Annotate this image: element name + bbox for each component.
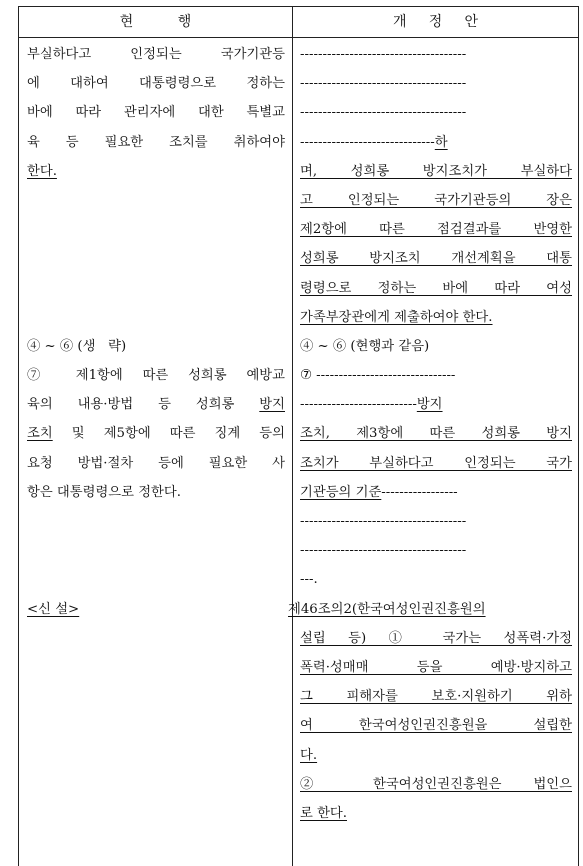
underlined-text: 며, 성희롱 방지조치가 부실하다 (300, 163, 572, 179)
underlined-text: 조치 (27, 426, 53, 442)
current-line: 바에 따라 관리자에 대한 특별교 (27, 105, 285, 121)
amendment-line (300, 215, 572, 244)
amendment-line (300, 741, 572, 770)
current-line (27, 390, 285, 419)
dash-line: ------------------------------------- (300, 105, 467, 121)
current-line (27, 157, 285, 186)
dash-run: ----------------- (381, 484, 458, 500)
amendment-item-4-6: ④ ~ ⑥ (현행과 같음) (300, 338, 430, 354)
header-current: 현 행 (119, 14, 192, 30)
amendment-line (300, 390, 572, 419)
amendment-line (300, 711, 572, 740)
underlined-text: 조치가 부실하다고 인정되는 국가 (300, 455, 572, 471)
current-line: 부실하다고 인정되는 국가기관등 (27, 47, 285, 62)
current-line: 요청 방법·절차 등에 필요한 사 (27, 455, 285, 471)
amendment-line (300, 799, 572, 828)
underlined-text: <신 설> (27, 601, 80, 617)
dash-line: ------------------------------------- (300, 543, 467, 559)
underlined-text: 로 한다. (300, 805, 347, 821)
underlined-text: 가족부장관에게 제출하여야 한다. (300, 309, 493, 325)
amendment-text-column (288, 40, 572, 828)
underlined-text: 그 피해자를 보호·지원하기 위하 (300, 689, 572, 705)
current-line (27, 419, 285, 448)
amendment-line (300, 128, 572, 157)
current-line: 항은 대통령령으로 정한다. (27, 484, 181, 500)
dash-line: ---. (300, 572, 318, 588)
underlined-text: 다. (300, 747, 318, 763)
comparison-table (18, 6, 579, 866)
underlined-text: ② 한국여성인권진흥원은 법인으 (300, 776, 572, 792)
amendment-line (300, 157, 572, 186)
underlined-text: 설립 등) ① 국가는 성폭력·가정 (300, 630, 572, 646)
amendment-line (300, 682, 572, 711)
header-amendment: 개 정 안 (392, 14, 479, 30)
underlined-text: 여 한국여성인권진흥원을 설립한 (300, 718, 572, 734)
underlined-text: 하 (434, 134, 448, 150)
amendment-line (300, 419, 572, 448)
current-line: 육 등 필요한 조치를 취하여야 (27, 134, 285, 150)
text-run: 육의 내용·방법 등 성희롱 (27, 397, 260, 413)
underlined-text: 한다. (27, 163, 57, 179)
underlined-text: 제2항에 따른 점검결과를 반영한 (300, 222, 572, 238)
amendment-line (300, 186, 572, 215)
amendment-line (300, 274, 572, 303)
amendment-line: ⑦ ------------------------------- (300, 368, 456, 384)
table-header (19, 6, 578, 38)
current-new-article-marker (27, 595, 285, 624)
column-divider (292, 6, 293, 866)
underlined-text: 폭력·성매매 등을 예방·방지하고 (300, 659, 572, 675)
amendment-article-title (288, 595, 572, 624)
current-line: 에 대하여 대통령령으로 정하는 (27, 76, 285, 92)
amendment-line (300, 244, 572, 273)
dash-line: ------------------------------------- (300, 47, 467, 62)
current-line: ⑦ 제1항에 따른 성희롱 예방교 (27, 368, 285, 384)
underlined-text: 조치, 제3항에 따른 성희롱 방지 (300, 426, 572, 442)
underlined-text: 령령으로 정하는 바에 따라 여성 (300, 280, 572, 296)
amendment-line (300, 624, 572, 653)
underlined-text: 성희롱 방지조치 개선계획을 대통 (300, 251, 572, 267)
underlined-text: 방지 (416, 397, 443, 413)
underlined-text: 방지 (259, 397, 285, 413)
amendment-line (300, 770, 572, 799)
dash-run: -------------------------- (300, 397, 417, 413)
amendment-line (300, 449, 572, 478)
amendment-line (300, 478, 572, 507)
amendment-line (300, 303, 572, 332)
text-run: 및 제5항에 따른 징계 등의 (52, 426, 285, 442)
current-text-column (27, 40, 285, 624)
underlined-text: 제46조의2(한국여성인권진흥원의 (288, 601, 486, 617)
underlined-text: 기관등의 기준 (300, 484, 382, 500)
dash-line: ------------------------------------- (300, 514, 467, 529)
amendment-line (300, 653, 572, 682)
underlined-text: 고 인정되는 국가기관등의 장은 (300, 192, 572, 208)
dash-line: ------------------------------------- (300, 76, 467, 92)
dash-run: ------------------------------ (300, 134, 435, 150)
current-item-4-6: ④ ~ ⑥ (생 략) (27, 338, 127, 354)
